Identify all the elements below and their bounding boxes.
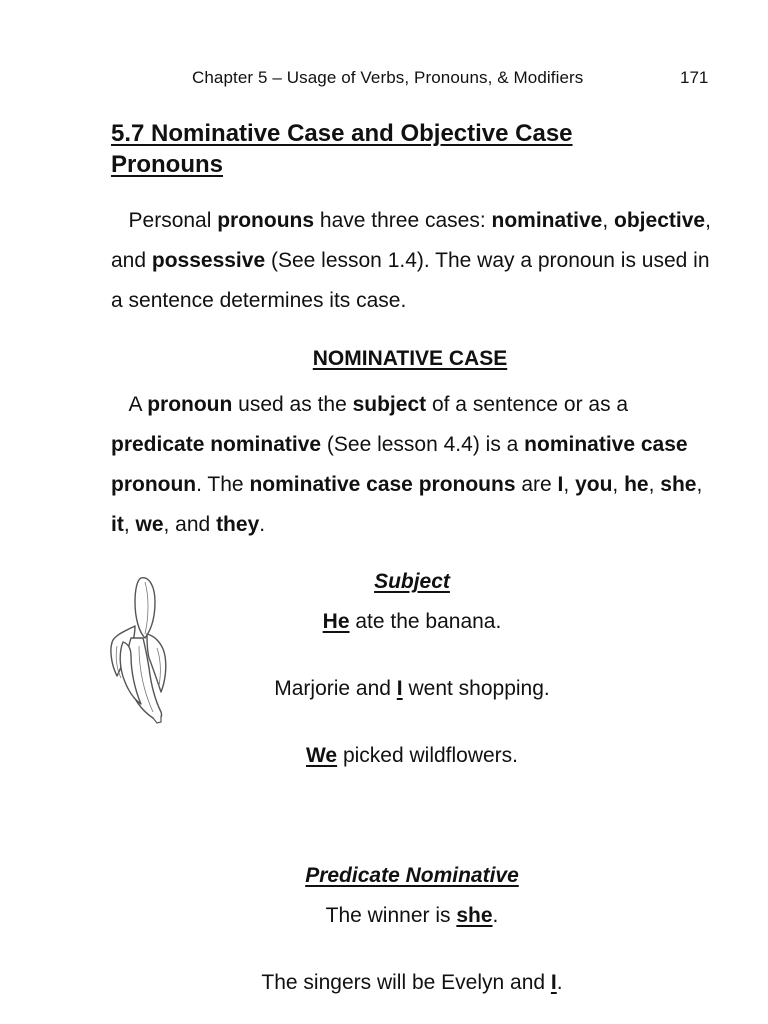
example-pronoun: He — [322, 610, 350, 633]
subject-example: He ate the banana. — [322, 610, 502, 633]
example-pronoun: I — [550, 971, 557, 994]
nominative-paragraph: A pronoun used as the subject of a sentence or as a predicate nominative (See lesson 4.4) is a nominative case pronoun. The nominative case pronouns are I, you, he, she, it, we, and they. — [111, 393, 703, 536]
intro-paragraph: Personal pronouns have three cases: nominative, objective, and possessive (See lesson 1.4). The way a pronoun is used in a sentence determines its case. — [111, 209, 711, 312]
example-pronoun: We — [305, 744, 338, 767]
example-pronoun: she — [456, 904, 493, 927]
predicate-example: The winner is she. — [325, 904, 499, 927]
section-title: 5.7 Nominative Case and Objective Case Pronouns — [111, 120, 573, 178]
subject-example: Marjorie and I went shopping. — [274, 677, 550, 700]
subject-example: We picked wildflowers. — [305, 744, 519, 767]
subject-heading: Subject — [374, 570, 450, 593]
predicate-example: The singers will be Evelyn and I. — [261, 971, 563, 994]
running-header: Chapter 5 – Usage of Verbs, Pronouns, & Modifiers — [192, 68, 584, 87]
page-number: 171 — [680, 68, 709, 87]
nominative-case-heading: NOMINATIVE CASE — [312, 347, 508, 370]
predicate-nominative-heading: Predicate Nominative — [305, 864, 519, 887]
example-pronoun: I — [396, 677, 403, 700]
banana-icon — [105, 572, 175, 724]
